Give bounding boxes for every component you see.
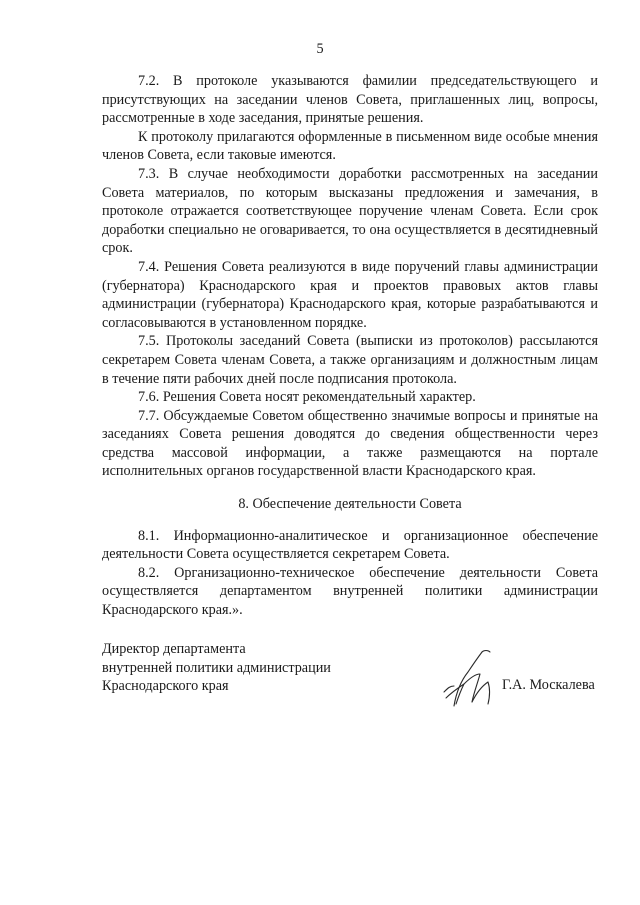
document-body (102, 72, 598, 620)
paragraph-7-2-appendix: К протоколу прилагаются оформленные в письменном виде особые мнения членов Совета, если таковые имеются. (102, 128, 598, 164)
page-number: 5 (316, 41, 324, 57)
signatory-title-line: внутренней политики администрации (102, 659, 331, 676)
signatory-name: Г.А. Москалева (502, 677, 595, 693)
handwritten-signature (436, 648, 506, 710)
paragraph-8-1: 8.1. Информационно-аналитическое и организационное обеспечение деятельности Совета осуществляется секретарем Совета. (102, 527, 598, 563)
signatory-title (102, 640, 402, 696)
paragraph-7-2: 7.2. В протоколе указываются фамилии председательствующего и присутствующих на заседании членов Совета, приглашенных лиц, вопросы, рассмотренные в ходе заседания, принятые решения. (102, 73, 598, 127)
paragraph-7-6: 7.6. Решения Совета носят рекомендательный характер. (138, 389, 476, 406)
section-heading-8: 8. Обеспечение деятельности Совета (238, 496, 462, 513)
paragraph-7-5: 7.5. Протоколы заседаний Совета (выписки из протоколов) рассылаются секретарем Совета членам Совета, а также организациям и должностным лицам в течение пяти рабочих дней после подписания протокола. (102, 333, 598, 387)
paragraph-8-2: 8.2. Организационно-техническое обеспечение деятельности Совета осуществляется департаментом внутренней политики администрации Краснодарского края.». (102, 564, 598, 619)
paragraph-7-3: 7.3. В случае необходимости доработки рассмотренных на заседании Совета материалов, по которым высказаны предложения и замечания, в протоколе отражается соответствующее поручение членам Совета. Если срок доработки специально не оговаривается, то она осуществляется в десятидневный срок. (102, 165, 598, 257)
signatory-title-line: Краснодарского края (102, 678, 229, 695)
paragraph-7-7: 7.7. Обсуждаемые Советом общественно значимые вопросы и принятые на заседаниях Совета решения доводятся до сведения общественности через средства массовой информации, а также размещаются на портале исполнительных органов государственной власти Краснодарского края. (102, 407, 598, 480)
paragraph-7-4: 7.4. Решения Совета реализуются в виде поручений главы администрации (губернатора) Краснодарского края и проектов правовых актов главы администрации (губернатора) Краснодарского края, которые разрабатываются и согласовываются в установленном порядке. (102, 258, 598, 331)
signatory-title-line: Директор департамента (102, 641, 246, 657)
